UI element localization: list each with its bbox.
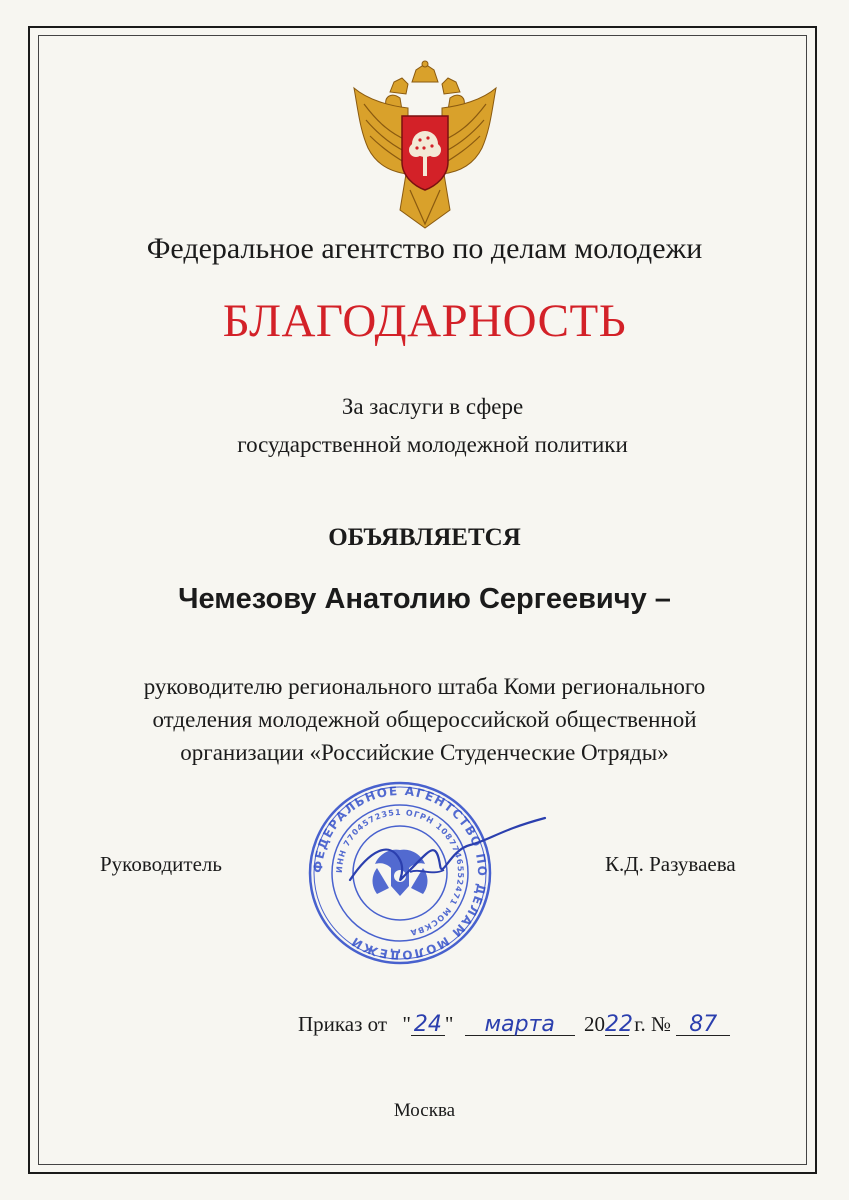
recipient-position — [0, 670, 849, 769]
order-prefix: Приказ от — [298, 1012, 388, 1036]
order-month-field — [465, 1014, 575, 1036]
order-year-field — [604, 1012, 633, 1037]
signer-role: Руководитель — [100, 852, 222, 876]
city: Москва — [393, 1100, 456, 1121]
position-line: организации «Российские Студенческие Отряды» — [180, 740, 669, 765]
order-number: 87 — [689, 1012, 718, 1037]
document-title: БЛАГОДАРНОСТЬ — [222, 295, 627, 347]
order-year-suffix: 22 — [604, 1012, 633, 1037]
svg-text:ИНН 7704572351 ОГРН 1087746552: ИНН 7704572351 ОГРН 1087746552471 МОСКВА — [334, 807, 466, 938]
svg-text:ФЕДЕРАЛЬНОЕ АГЕНТСТВО ПО ДЕЛАМ: ФЕДЕРАЛЬНОЕ АГЕНТСТВО ПО ДЕЛАМ МОЛОДЕЖИ — [310, 783, 490, 963]
order-day: 24 — [413, 1012, 442, 1037]
position-line: отделения молодежной общероссийской общественной — [152, 707, 697, 732]
agency-name: Федеральное агентство по делам молодежи — [146, 232, 703, 265]
order-line — [298, 1012, 730, 1037]
order-quote-open: " — [402, 1012, 411, 1036]
order-month: марта — [484, 1012, 555, 1037]
order-day-field — [411, 1014, 445, 1036]
merit-line-1: За заслуги в сфере — [341, 394, 524, 419]
order-number-field — [676, 1014, 730, 1036]
signer-name: К.Д. Разуваева — [605, 852, 736, 876]
order-quote-close: " — [444, 1012, 454, 1036]
merit-line-2: государственной молодежной политики — [237, 432, 628, 457]
recipient-name: Чемезову Анатолию Сергеевичу – — [178, 583, 671, 615]
announcement: ОБЪЯВЛЯЕТСЯ — [328, 524, 521, 551]
handwritten-signature — [340, 810, 550, 910]
order-year-prefix: 20 — [583, 1012, 605, 1036]
position-line: руководителю регионального штаба Коми регионального — [143, 674, 706, 699]
order-year-unit: г. № — [634, 1012, 671, 1036]
eagle-emblem-icon — [350, 60, 500, 230]
